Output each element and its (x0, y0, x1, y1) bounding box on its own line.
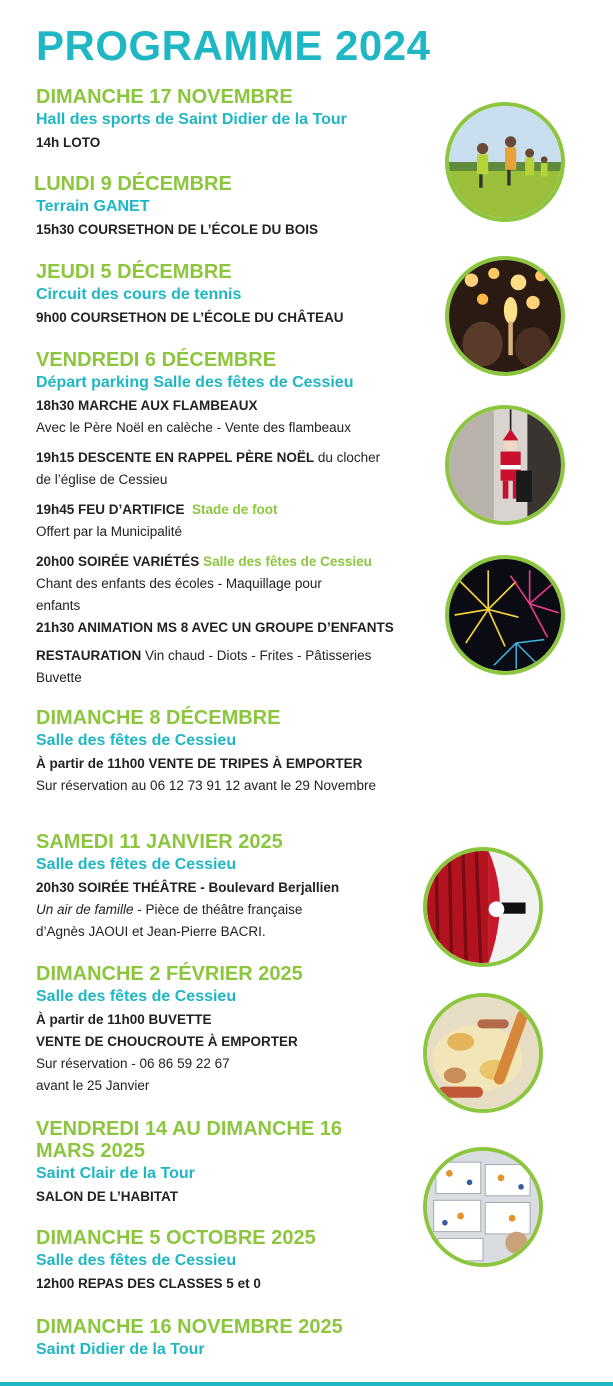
bingo-cards-photo (423, 1147, 543, 1267)
event-line: du clocher (314, 450, 381, 465)
event-4 (36, 349, 446, 689)
event-line: Avec le Père Noël en calèche - Vente des flambeaux (36, 420, 351, 435)
event-line: enfants (36, 598, 81, 613)
event-line: À partir de 11h00 VENTE DE TRIPES À EMPORTER (36, 756, 363, 771)
event-3 (36, 261, 441, 329)
page-title: PROGRAMME 2024 (36, 22, 431, 69)
event-date: DIMANCHE 8 DÉCEMBRE (36, 707, 281, 729)
event-place: Saint Clair de la Tour (36, 1165, 195, 1182)
event-2 (34, 173, 439, 241)
event-line: 14h LOTO (36, 135, 101, 150)
event-line: Chant des enfants des écoles - Maquillage pour (36, 576, 322, 591)
choucroute-photo (423, 993, 543, 1113)
event-date: SAMEDI 11 JANVIER 2025 (36, 831, 283, 853)
event-line: d’Agnès JAOUI et Jean-Pierre BACRI. (36, 924, 266, 939)
event-line: 19h45 FEU D’ARTIFICE (36, 502, 185, 517)
event-line: - Pièce de théâtre française (133, 902, 303, 917)
event-line: Sur réservation au 06 12 73 91 12 avant le 29 Novembre (36, 778, 376, 793)
event-place: Salle des fêtes de Cessieu (36, 988, 237, 1005)
fireworks-photo (445, 555, 565, 675)
event-place: Salle des fêtes de Cessieu (36, 856, 237, 873)
torches-photo (445, 256, 565, 376)
event-line: SALON DE L’HABITAT (36, 1189, 178, 1204)
event-place: Saint Didier de la Tour (36, 1341, 205, 1358)
children-running-photo (445, 102, 565, 222)
event-place: Circuit des cours de tennis (36, 286, 242, 303)
event-line: 9h00 COURSETHON DE L’ÉCOLE DU CHÂTEAU (36, 310, 344, 325)
event-date: DIMANCHE 5 OCTOBRE 2025 (36, 1227, 316, 1249)
event-7 (36, 963, 416, 1097)
event-line: Un air de famille (36, 902, 134, 917)
santa-rappel-photo (445, 405, 565, 525)
event-place: Départ parking Salle des fêtes de Cessieu (36, 374, 354, 391)
event-date: DIMANCHE 2 FÉVRIER 2025 (36, 963, 303, 985)
event-10 (36, 1316, 436, 1360)
event-line: 21h30 ANIMATION MS 8 AVEC UN GROUPE D’ENFANTS (36, 620, 394, 635)
event-date: DIMANCHE 17 NOVEMBRE (36, 86, 293, 108)
event-6 (36, 831, 416, 943)
event-line: VENTE DE CHOUCROUTE À EMPORTER (36, 1034, 298, 1049)
event-date: JEUDI 5 DÉCEMBRE (36, 261, 232, 283)
event-line: 19h15 DESCENTE EN RAPPEL PÈRE NOËL (36, 450, 315, 465)
event-line: Offert par la Municipalité (36, 524, 183, 539)
event-9 (36, 1227, 416, 1295)
event-place: Salle des fêtes de Cessieu (36, 1252, 237, 1269)
event-line: Salle des fêtes de Cessieu (203, 554, 372, 569)
event-line: avant le 25 Janvier (36, 1078, 150, 1093)
event-line: 15h30 COURSETHON DE L’ÉCOLE DU BOIS (36, 222, 319, 237)
event-place: Salle des fêtes de Cessieu (36, 732, 237, 749)
event-line: 12h00 REPAS DES CLASSES 5 et 0 (36, 1276, 261, 1291)
theatre-curtain-photo (423, 847, 543, 967)
event-5 (36, 707, 456, 797)
event-date: LUNDI 9 DÉCEMBRE (34, 173, 232, 195)
event-line: 18h30 MARCHE AUX FLAMBEAUX (36, 398, 258, 413)
bottom-rule (0, 1382, 613, 1386)
event-date: VENDREDI 6 DÉCEMBRE (36, 349, 277, 371)
event-date: DIMANCHE 16 NOVEMBRE 2025 (36, 1316, 343, 1338)
event-line: 20h00 SOIRÉE VARIÉTÉS (36, 554, 200, 569)
event-line: Sur réservation - 06 86 59 22 67 (36, 1056, 230, 1071)
event-date: VENDREDI 14 AU DIMANCHE 16 (36, 1118, 342, 1140)
event-line: RESTAURATION (36, 648, 142, 663)
event-8 (36, 1118, 416, 1208)
event-line: de l’église de Cessieu (36, 472, 168, 487)
event-place: Hall des sports de Saint Didier de la Tour (36, 111, 347, 128)
event-date: MARS 2025 (36, 1140, 145, 1162)
event-line: 20h30 SOIRÉE THÉÂTRE - Boulevard Berjallien (36, 880, 340, 895)
event-1 (36, 86, 441, 154)
event-line: Buvette (36, 670, 82, 685)
event-line: Vin chaud - Diots - Frites - Pâtisseries (141, 648, 372, 663)
event-place: Terrain GANET (36, 198, 150, 215)
event-line: À partir de 11h00 BUVETTE (36, 1012, 212, 1027)
event-line: Stade de foot (192, 502, 278, 517)
